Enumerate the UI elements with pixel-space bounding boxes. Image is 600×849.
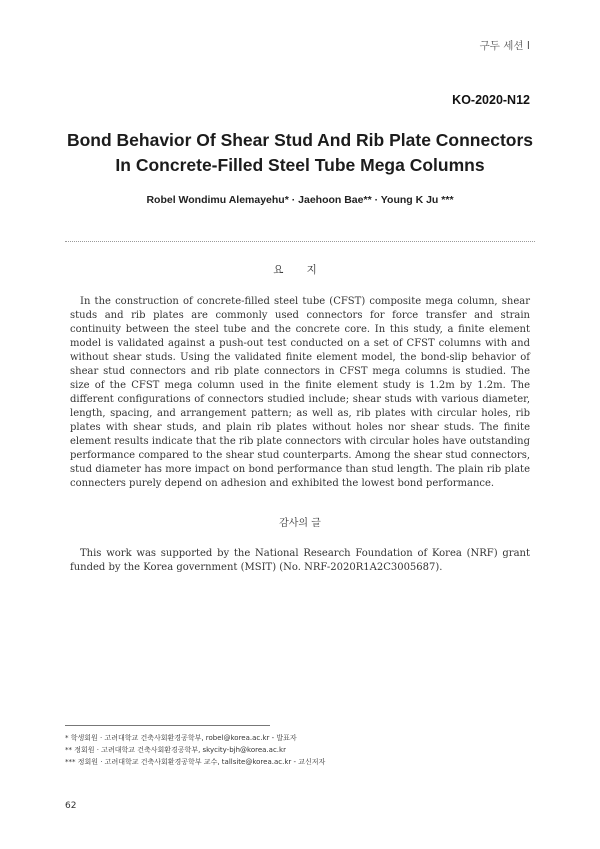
acknowledgement-heading: 감사의 글 [279, 518, 321, 529]
abstract-heading: 요 지 [273, 264, 327, 276]
title-line-2: In Concrete-Filled Steel Tube Mega Columns [115, 155, 485, 175]
author-list: Robel Wondimu Alemayehu* · Jaehoon Bae** · Young K Ju *** [146, 194, 454, 206]
paper-code: KO-2020-N12 [452, 93, 530, 107]
footnotes [65, 732, 535, 768]
footnote-item: * 학생회원 · 고려대학교 건축사회환경공학부, robel@korea.ac.kr - 발표자 [65, 734, 297, 742]
abstract-text: In the construction of concrete-filled steel tube (CFST) composite mega column, shear studs and rib plates are commonly used connectors for force transfer and strain continuity between the steel tube and the concrete core. In this study, a finite element model is validated against a push-out test conducted on a set of CFST columns with and without shear studs. Using the validated finite element model, the bond-slip behavior of shear stud connectors and rib plate connectors in CFST mega columns is studied. The size of the CFST mega column used in the finite element study is 1.2m by 1.2m. The different configurations of connectors studied include; shear studs with various diameter, length, spacing, and arrangement pattern; as well as, rib plates with circular holes, rib plates with shear studs, and plain rib plates without holes nor shear studs. The finite element results indicate that the rib plate connectors with circular holes have outstanding performance compared to the shear stud counterparts. Among the shear stud connectors, stud diameter has more impact on bond performance than stud length. The plain rib plate connecters purely depend on adhesion and exhibited the lowest bond performance. [70, 296, 530, 489]
page-number: 62 [65, 801, 77, 811]
dotted-divider [65, 241, 535, 242]
acknowledgement-text: This work was supported by the National Research Foundation of Korea (NRF) grant funded by the Korea government (MSIT) (No. NRF-2020R1A2C3005687). [70, 548, 530, 573]
title-line-1: Bond Behavior Of Shear Stud And Rib Plate Connectors [66, 130, 534, 150]
paper-title [50, 128, 550, 178]
footnote-item: *** 정회원 · 고려대학교 건축사회환경공학부 교수, tallsite@korea.ac.kr - 교신저자 [65, 758, 326, 766]
section-label: 구두 세션 Ⅰ [479, 40, 530, 52]
footnote-item: ** 정회원 · 고려대학교 건축사회환경공학부, skycity-bjh@korea.ac.kr [65, 746, 286, 754]
footnote-divider [65, 725, 270, 726]
